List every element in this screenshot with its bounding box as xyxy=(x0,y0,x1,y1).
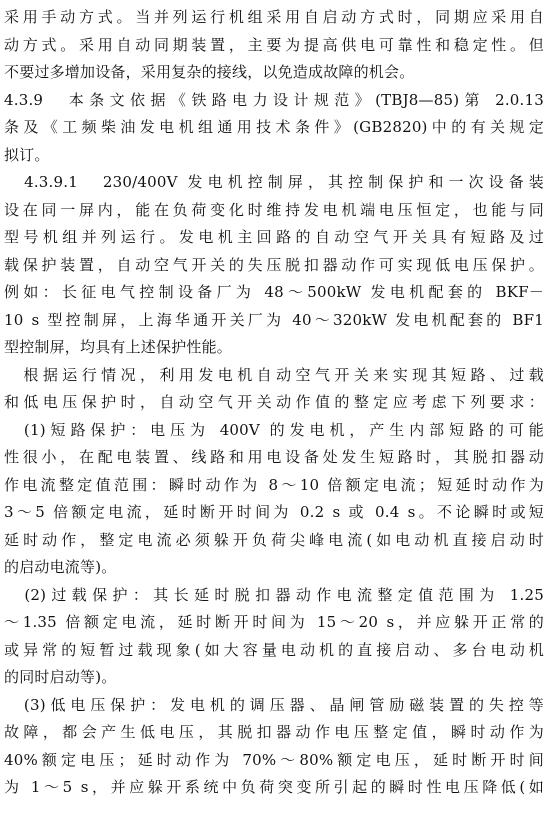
text-line: 例如：长征电气控制设备厂为 48～500kW 发电机配套的 BKF－ xyxy=(4,283,544,301)
text-line: 不要过多增加设备，采用复杂的接线，以免造成故障的机会。 xyxy=(4,63,415,81)
text-line: 条及《工频柴油发电机组通用技术条件》(GB2820)中的有关规定 xyxy=(4,118,544,136)
text-line: 故障，都会产生低电压，其脱扣器动作电压整定值，瞬时动作为 xyxy=(4,723,544,741)
text-line: 型号机组并列运行。发电机主回路的自动空气开关具有短路及过 xyxy=(4,228,544,246)
text-line: 或异常的短暂过载现象(如大容量电动机的直接启动、多台电动机 xyxy=(4,640,544,659)
text-line: 载保护装置，自动空气开关的失压脱扣器动作可实现低电压保护。 xyxy=(4,255,544,274)
text-line: 3～5 倍额定电流，延时断开时间为 0.2 s 或 0.4 s。不论瞬时或短 xyxy=(4,503,544,521)
text-line: (2)过载保护：其长延时脱扣器动作电流整定值范围为 1.25 xyxy=(4,585,544,604)
text-line: 40%额定电压；延时动作为 70%～80%额定电压，延时断开时间 xyxy=(4,750,544,769)
text-line: 10 s 型控制屏，上海华通开关厂为 40～320kW 发电机配套的 BF1 xyxy=(4,310,544,329)
text-line: 采用手动方式。当并列运行机组采用自启动方式时，同期应采用自 xyxy=(4,8,544,26)
text-line: ～1.35 倍额定电流，延时断开时间为 15～20 s，并应躲开正常的 xyxy=(4,613,544,631)
text-line: 4.3.9.1 230/400V 发电机控制屏，其控制保护和一次设备装 xyxy=(4,173,544,191)
text-line: 拟订。 xyxy=(4,145,50,164)
text-line: (3)低电压保护：发电机的调压器、晶闸管励磁装置的失控等 xyxy=(4,695,544,714)
text-line: 为 1～5 s，并应躲开系统中负荷突变所引起的瞬时性电压降低(如 xyxy=(4,778,544,796)
text-line: 动方式。采用自动同期装置，主要为提高供电可靠性和稳定性。但 xyxy=(4,35,544,54)
text-line: 和低电压保护时，自动空气开关动作值的整定应考虑下列要求： xyxy=(4,393,544,411)
text-line: 作电流整定值范围：瞬时动作为 8～10 倍额定电流；短延时动作为 xyxy=(4,475,544,494)
text-line: (1)短路保护：电压为 400V 的发电机，产生内部短路的可能 xyxy=(4,420,544,439)
text-line: 设在同一屏内，能在负荷变化时维持发电机端电压恒定，也能与同 xyxy=(4,200,544,219)
text-line: 根据运行情况，利用发电机自动空气开关来实现其短路、过载 xyxy=(4,365,544,384)
text-line: 型控制屏，均具有上述保护性能。 xyxy=(4,338,233,356)
text-line: 4.3.9 本条文依据《铁路电力设计规范》(TBJ8—85)第 2.0.13 xyxy=(4,90,544,109)
text-line: 性很小，在配电装置、线路和用电设备处发生短路时，其脱扣器动 xyxy=(4,448,544,466)
text-line: 的启动电流等)。 xyxy=(4,558,117,576)
text-line: 的同时启动等)。 xyxy=(4,668,117,686)
document-body xyxy=(4,4,544,802)
text-line: 延时动作，整定电流必须躲开负荷尖峰电流(如电动机直接启动时 xyxy=(4,530,544,549)
